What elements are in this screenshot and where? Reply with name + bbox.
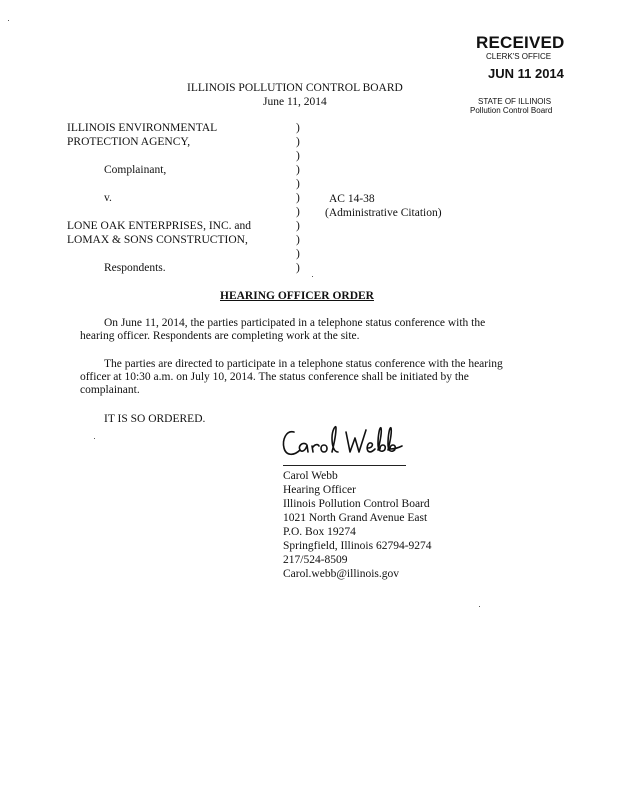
order-date: June 11, 2014 (263, 96, 327, 108)
caption-paren: ) (296, 262, 300, 274)
scan-speck (479, 606, 480, 607)
complainant-label: Complainant, (104, 164, 167, 176)
order-paragraph-1: On June 11, 2014, the parties participated in a telephone status conference with the hearing officer. Respondents are completing work at the site. (80, 317, 486, 342)
caption-paren: ) (296, 136, 300, 148)
signer-po-box: P.O. Box 19274 (283, 526, 356, 538)
caption-paren: ) (296, 164, 300, 176)
caption-paren: ) (296, 192, 300, 204)
scan-speck (312, 276, 313, 277)
respondent-label: Respondents. (104, 262, 166, 274)
signer-street: 1021 North Grand Avenue East (283, 512, 428, 524)
signer-board: Illinois Pollution Control Board (283, 498, 430, 510)
respondent-name-line-1: LONE OAK ENTERPRISES, INC. and (67, 220, 251, 232)
order-title: HEARING OFFICER ORDER (220, 290, 374, 302)
case-type: (Administrative Citation) (325, 207, 442, 219)
signer-title: Hearing Officer (283, 484, 356, 496)
signature-line (283, 465, 406, 466)
stamp-state: STATE OF ILLINOIS (478, 97, 552, 106)
scan-speck (8, 20, 9, 21)
caption-paren: ) (296, 178, 300, 190)
order-closing: IT IS SO ORDERED. (104, 413, 206, 425)
respondent-name-line-2: LOMAX & SONS CONSTRUCTION, (67, 234, 248, 246)
case-number: AC 14-38 (329, 193, 375, 205)
signer-phone: 217/524-8509 (283, 554, 348, 566)
signer-city: Springfield, Illinois 62794-9274 (283, 540, 432, 552)
stamp-board: Pollution Control Board (470, 106, 553, 115)
versus-label: v. (104, 192, 112, 204)
caption-paren: ) (296, 206, 300, 218)
complainant-name-line-2: PROTECTION AGENCY, (67, 136, 191, 148)
signer-name: Carol Webb (283, 470, 338, 482)
caption-paren: ) (296, 234, 300, 246)
scan-speck (94, 438, 95, 439)
handwritten-signature (280, 424, 410, 468)
complainant-name-line-1: ILLINOIS ENVIRONMENTAL (67, 122, 218, 134)
stamp-office: CLERK'S OFFICE (486, 52, 552, 61)
board-heading: ILLINOIS POLLUTION CONTROL BOARD (187, 82, 403, 94)
signer-email: Carol.webb@illinois.gov (283, 568, 399, 580)
caption-paren: ) (296, 248, 300, 260)
stamp-received: RECEIVED (476, 33, 565, 52)
order-paragraph-2: The parties are directed to participate in a telephone status conference with the hearing officer at 10:30 a.m. on July 10, 2014. The status conference shall be initiated by the complainant. (80, 358, 503, 396)
caption-paren: ) (296, 220, 300, 232)
caption-paren: ) (296, 150, 300, 162)
caption-paren: ) (296, 122, 300, 134)
stamp-date: JUN 11 2014 (488, 66, 564, 81)
